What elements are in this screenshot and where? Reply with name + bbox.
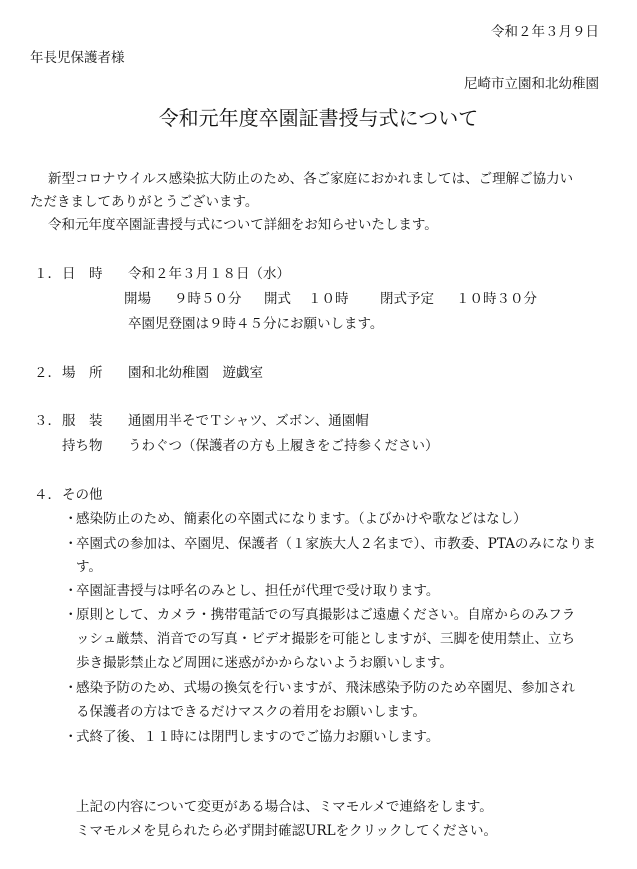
items-value: うわぐつ（保護者の方も上履きをご持参ください）: [128, 438, 439, 454]
ceremony-label: 開式: [264, 291, 291, 307]
section-label-other: その他: [62, 487, 103, 503]
section-label-items: 持ち物: [62, 438, 103, 454]
footer-line-2: ミマモルメを見られたら必ず開封確認URLをクリックしてください。: [76, 823, 498, 839]
bullet-marker: ・: [64, 729, 78, 745]
bullet-text: 感染予防のため、式場の換気を行いますが、飛沫感染予防のため卒園児、参加され: [76, 680, 575, 696]
bullet-text-continued: す。: [76, 559, 102, 575]
clothing-value: 通園用半そでＴシャツ、ズボン、通園帽: [128, 413, 369, 429]
section-number-2: ２．: [34, 365, 61, 381]
section-label-place: 場 所: [62, 365, 103, 381]
addressee: 年長児保護者様: [30, 50, 125, 66]
open-label: 開場: [124, 291, 151, 307]
place-value: 園和北幼稚園 遊戯室: [128, 365, 263, 381]
bullet-text: 式終了後、１１時には閉門しますのでご協力お願いします。: [76, 729, 440, 745]
bullet-marker: ・: [64, 536, 78, 552]
section-label-clothing: 服 装: [62, 413, 103, 429]
intro-line-1: 新型コロナウイルス感染拡大防止のため、各ご家庭におかれましては、ご理解ご協力い: [48, 171, 574, 187]
footer-line-1: 上記の内容について変更がある場合は、ミマモルメで連絡をします。: [76, 799, 493, 815]
bullet-text: 感染防止のため、簡素化の卒園式になります。（よびかけや歌などはなし）: [76, 511, 527, 527]
section-label-datetime: 日 時: [62, 266, 103, 282]
close-time: １０時３０分: [456, 291, 537, 307]
bullet-marker: ・: [64, 680, 78, 696]
intro-line-2: ただきましてありがとうございます。: [30, 194, 259, 210]
bullet-text: 卒園式の参加は、卒園児、保護者（１家族大人２名まで）、市教委、PTAのみになりま: [76, 536, 596, 552]
intro-line-3: 令和元年度卒園証書授与式について詳細をお知らせいたします。: [48, 217, 438, 233]
section-number-3: ３．: [34, 413, 61, 429]
section-number-1: １．: [34, 266, 61, 282]
bullet-text-continued: ッシュ厳禁、消音での写真・ビデオ撮影を可能としますが、三脚を使用禁止、立ち: [76, 631, 575, 647]
date: 令和２年３月９日: [491, 24, 599, 40]
bullet-text: 原則として、カメラ・携帯電話での写真撮影はご遠慮ください。自席からのみフラ: [76, 607, 576, 623]
bullet-marker: ・: [64, 583, 78, 599]
bullet-text-continued: る保護者の方はできるだけマスクの着用をお願いします。: [76, 704, 426, 720]
bullet-text-continued: 歩き撮影禁止など周囲に迷惑がかからないようお願いします。: [76, 655, 453, 671]
section-number-4: ４．: [34, 487, 61, 503]
open-time: ９時５０分: [174, 291, 242, 307]
arrival-note: 卒園児登園は９時４５分にお願いします。: [128, 316, 384, 332]
close-label: 閉式予定: [380, 291, 434, 307]
bullet-text: 卒園証書授与は呼名のみとし、担任が代理で受け取ります。: [76, 583, 440, 599]
ceremony-date: 令和２年３月１８日（水）: [128, 266, 290, 282]
bullet-marker: ・: [64, 511, 78, 527]
sender: 尼崎市立園和北幼稚園: [464, 76, 599, 92]
ceremony-time: １０時: [308, 291, 349, 307]
bullet-marker: ・: [64, 607, 78, 623]
document-title: 令和元年度卒園証書授与式について: [158, 106, 479, 130]
